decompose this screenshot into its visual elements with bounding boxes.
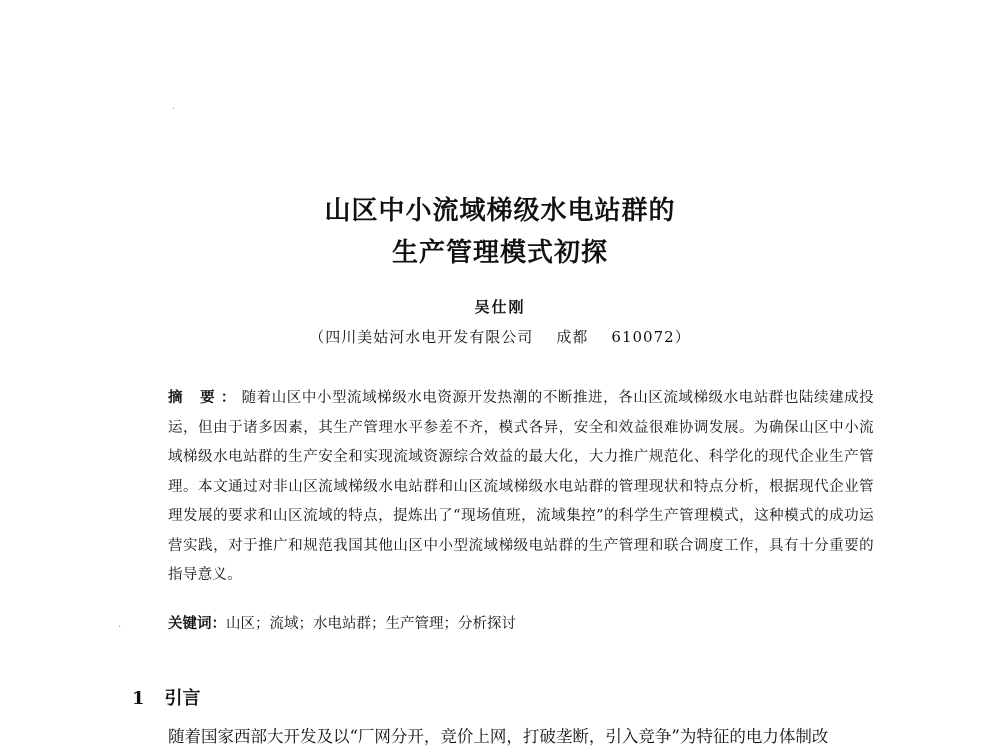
body-paragraph: 随着国家西部大开发及以“厂网分开，竞价上网，打破垄断，引入竞争”为特征的电力体制改 — [168, 727, 829, 746]
abstract-label: 摘 要： — [168, 389, 242, 406]
keywords — [168, 612, 874, 636]
keywords-text: 山区；流域；水电站群；生产管理；分析探讨 — [226, 616, 516, 632]
section-heading — [132, 684, 201, 710]
section-number: 1 — [132, 688, 145, 709]
abstract-text: 随着山区中小型流域梯级水电资源开发热潮的不断推进，各山区流域梯级水电站群也陆续建成投运，但由于诸多因素，其生产管理水平参差不齐，模式各异，安全和效益很难协调发展。为确保山区中小流域梯级水电站群的生产安全和实现流域资源综合效益的最大化，大力推广规范化、科学化的现代企业生产管理。本文通过对非山区流域梯级水电站群和山区流域梯级水电站群的管理现状和特点分析，根据现代企业管理发展的要求和山区流域的特点，提炼出了“现场值班，流域集控”的科学生产管理模式，这种模式的成功运营实践，对于推广和规范我国其他山区中小型流域梯级电站群的生产管理和联合调度工作，具有十分重要的指导意义。 — [168, 390, 874, 583]
paper-title-line-1: 山区中小流域梯级水电站群的 — [324, 196, 676, 226]
keywords-label: 关键词： — [168, 615, 226, 632]
paper-title-line-2: 生产管理模式初探 — [391, 238, 608, 268]
scan-speck: · — [118, 622, 122, 633]
author-affiliation: （四川美姑河水电开发有限公司 成都 610072） — [309, 328, 691, 346]
abstract — [168, 383, 874, 591]
section-title: 引言 — [164, 688, 201, 709]
author-name: 吴仕刚 — [474, 298, 526, 316]
scan-speck: · — [172, 104, 176, 115]
